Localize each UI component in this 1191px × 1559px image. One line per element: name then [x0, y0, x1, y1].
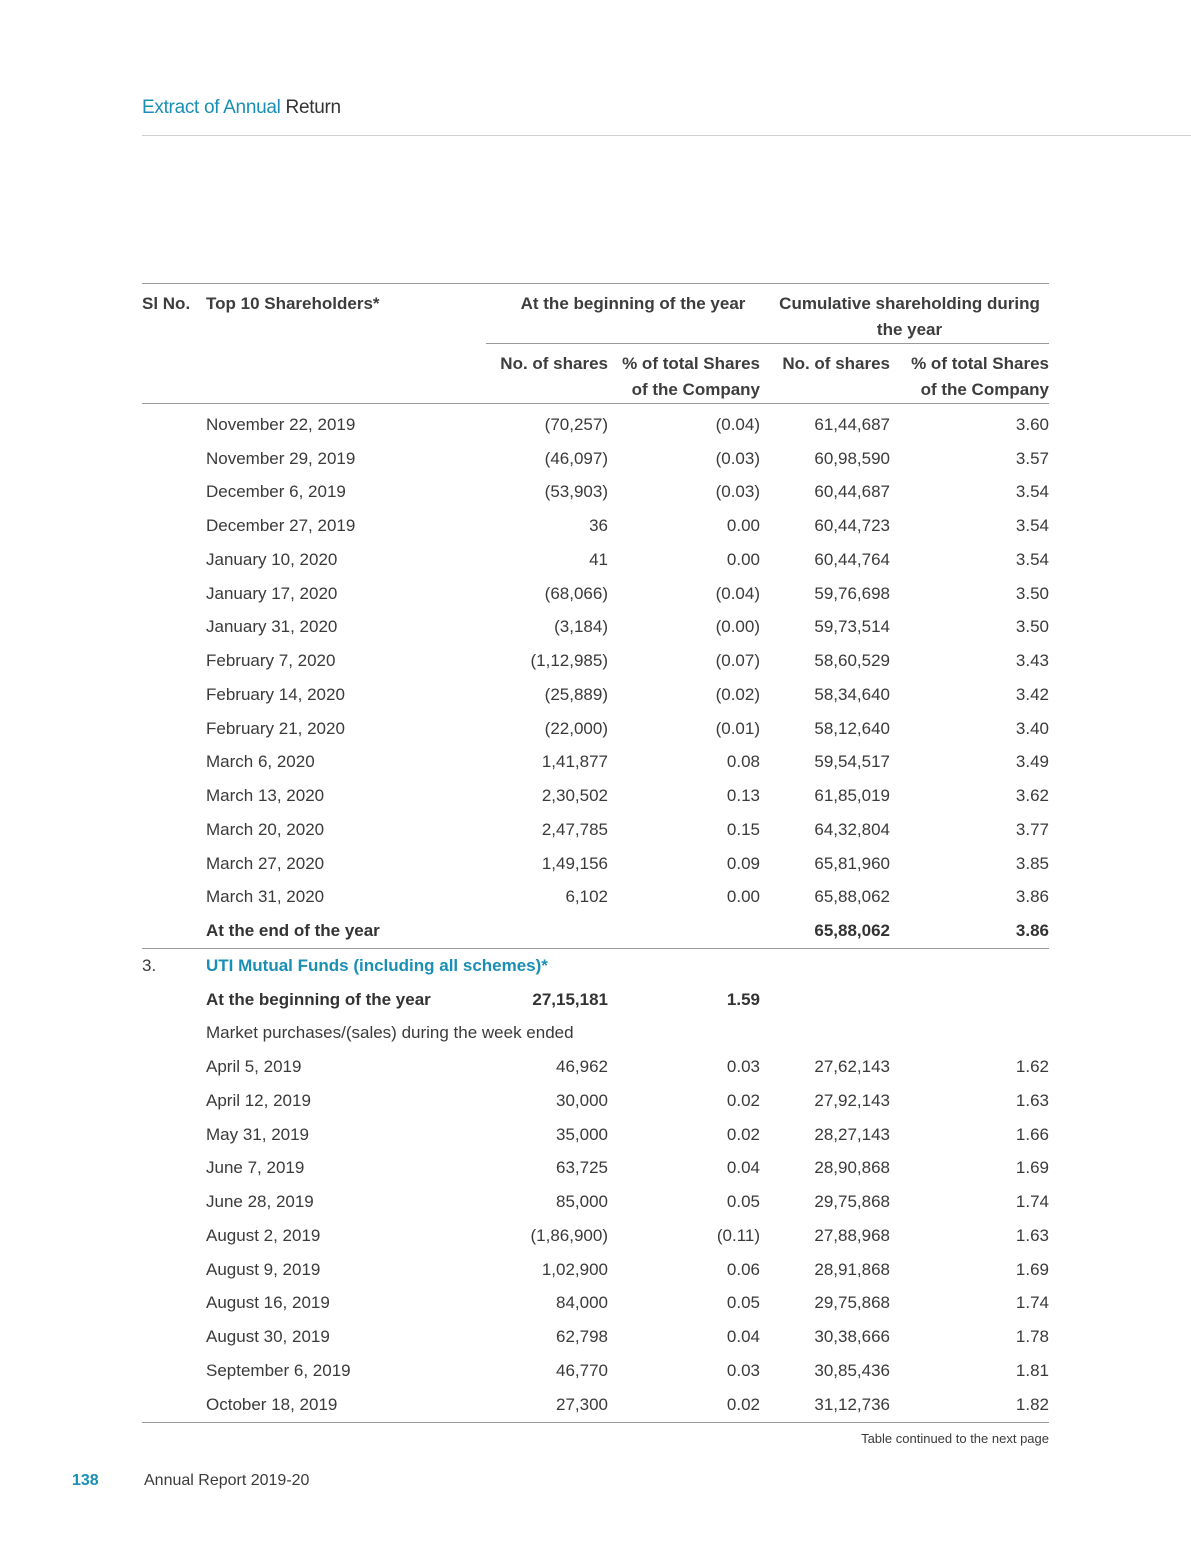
row-shares: 35,000 [556, 1124, 608, 1144]
row-shares: 2,30,502 [541, 786, 608, 806]
table-continued-note: Table continued to the next page [861, 1431, 1049, 1446]
end-of-year-shares [486, 914, 608, 948]
table-row [142, 678, 1049, 712]
row-sl [142, 644, 206, 678]
row-date: December 6, 2019 [206, 482, 346, 502]
end-of-year-cum-pct: 3.86 [890, 914, 1049, 948]
section-3-beginning-row [142, 983, 1049, 1017]
row-date: August 30, 2019 [206, 1327, 330, 1347]
row-shares: 6,102 [565, 887, 608, 907]
row-date: February 21, 2020 [206, 718, 345, 738]
row-pct: (0.11) [716, 1225, 761, 1245]
table-row [142, 577, 1049, 611]
row-date: March 13, 2020 [206, 786, 325, 806]
row-pct: (0.00) [715, 617, 761, 637]
col-beginning-pct [608, 344, 760, 404]
section-3-beginning-cum-shares [760, 983, 890, 1017]
row-cum-shares: 30,38,666 [814, 1327, 891, 1347]
row-sl [142, 779, 206, 813]
row-date: June 7, 2019 [206, 1158, 305, 1178]
row-cum-pct: 3.54 [1015, 549, 1050, 569]
row-date: April 5, 2019 [206, 1057, 302, 1077]
table-row [142, 1152, 1049, 1186]
row-cum-shares: 58,60,529 [814, 651, 891, 671]
table-row [142, 779, 1049, 813]
row-cum-shares: 27,92,143 [814, 1090, 891, 1110]
row-shares: 62,798 [556, 1327, 608, 1347]
table-row [142, 712, 1049, 746]
row-shares: 2,47,785 [541, 819, 608, 839]
section-3-beginning-pct: 1.59 [726, 989, 761, 1009]
row-cum-pct: 1.82 [890, 1388, 1049, 1422]
row-sl [142, 1287, 206, 1321]
row-date: August 2, 2019 [206, 1225, 321, 1245]
row-shares: (53,903) [544, 482, 608, 502]
col-beginning-no-shares [486, 344, 608, 404]
row-cum-pct: 3.49 [1015, 752, 1050, 772]
row-sl [142, 577, 206, 611]
row-shares: 84,000 [556, 1293, 608, 1313]
row-date: March 20, 2020 [206, 819, 325, 839]
row-cum-shares: 60,44,723 [814, 516, 891, 536]
section-3-market-row [142, 1017, 1049, 1051]
table-row [142, 813, 1049, 847]
table-row [142, 476, 1049, 510]
table-row [142, 1320, 1049, 1354]
row-shares: (25,889) [544, 684, 608, 704]
end-of-year-label: At the end of the year [206, 914, 486, 948]
row-cum-pct: 1.69 [1015, 1158, 1050, 1178]
row-pct: (0.04) [715, 414, 761, 434]
row-cum-shares: 64,32,804 [814, 819, 891, 839]
row-cum-pct: 1.74 [1015, 1192, 1050, 1212]
row-cum-shares: 29,75,868 [814, 1293, 891, 1313]
row-sl [142, 509, 206, 543]
header-divider [142, 135, 1191, 136]
table-header [142, 284, 1049, 404]
row-cum-pct: 3.40 [1015, 718, 1050, 738]
row-cum-pct: 1.63 [1015, 1225, 1050, 1245]
row-shares: 63,725 [556, 1158, 608, 1178]
row-cum-shares: 27,62,143 [814, 1057, 891, 1077]
row-pct: (0.03) [715, 448, 761, 468]
row-sl [142, 1118, 206, 1152]
col-beginning-pct-line1: % of total Shares [622, 354, 761, 373]
row-pct: 0.05 [726, 1192, 761, 1212]
row-date: May 31, 2019 [206, 1124, 310, 1144]
row-cum-pct: 3.60 [1015, 414, 1050, 434]
row-pct: 0.00 [726, 887, 761, 907]
row-pct: 0.00 [726, 516, 761, 536]
row-cum-pct: 3.54 [1015, 516, 1050, 536]
row-shares: 1,02,900 [541, 1259, 608, 1279]
row-shares: (22,000) [544, 718, 608, 738]
row-pct: 0.02 [608, 1388, 760, 1422]
table-row [142, 746, 1049, 780]
row-pct: (0.01) [715, 718, 761, 738]
row-cum-shares: 61,85,019 [814, 786, 891, 806]
row-cum-pct: 1.81 [1015, 1360, 1050, 1380]
row-cum-pct: 1.74 [1015, 1293, 1050, 1313]
row-date: February 7, 2020 [206, 651, 336, 671]
row-sl [142, 1219, 206, 1253]
row-pct: (0.02) [715, 684, 761, 704]
section-header [142, 97, 341, 119]
row-sl [142, 678, 206, 712]
end-of-year-row [142, 914, 1049, 948]
row-cum-pct: 3.50 [1015, 583, 1050, 603]
row-cum-shares: 28,27,143 [814, 1124, 891, 1144]
row-sl [142, 847, 206, 881]
table-row [142, 847, 1049, 881]
row-shares: 46,962 [556, 1057, 608, 1077]
row-pct: 0.03 [726, 1360, 761, 1380]
row-date: March 6, 2020 [206, 752, 315, 772]
row-cum-shares: 59,73,514 [814, 617, 891, 637]
row-date: August 9, 2019 [206, 1259, 321, 1279]
row-cum-shares: 59,54,517 [814, 752, 891, 772]
col-cumulative-no-shares [760, 344, 890, 404]
row-cum-shares: 28,91,868 [814, 1259, 891, 1279]
col-beginning-no-shares-label: No. of shares [500, 354, 608, 373]
table-row [142, 543, 1049, 577]
table-row [142, 1354, 1049, 1388]
row-shares: (3,184) [554, 617, 608, 637]
table-row [142, 1185, 1049, 1219]
row-pct: 0.15 [726, 819, 761, 839]
col-group-cumulative-line2: the year [876, 320, 943, 339]
table-row [142, 1253, 1049, 1287]
row-sl [142, 543, 206, 577]
shareholding-table [142, 283, 1049, 1423]
row-sl [142, 746, 206, 780]
row-date: January 10, 2020 [206, 549, 338, 569]
table-row [142, 644, 1049, 678]
row-sl [142, 1320, 206, 1354]
row-shares: 85,000 [556, 1192, 608, 1212]
row-date: October 18, 2019 [206, 1388, 486, 1422]
row-pct: 0.02 [726, 1090, 761, 1110]
row-shares: 27,300 [486, 1388, 608, 1422]
row-cum-shares: 61,44,687 [814, 414, 891, 434]
table-row [142, 1118, 1049, 1152]
row-pct: (0.04) [715, 583, 761, 603]
table-body [142, 404, 1049, 1423]
col-group-cumulative-line1: Cumulative shareholding during [779, 294, 1040, 313]
row-shares: 46,770 [556, 1360, 608, 1380]
section-3-market-sl [142, 1017, 206, 1051]
table-row [142, 881, 1049, 915]
row-shares: 36 [589, 516, 608, 536]
row-sl [142, 1084, 206, 1118]
row-pct: 0.06 [726, 1259, 761, 1279]
col-cumulative-no-shares-label: No. of shares [782, 354, 891, 373]
row-pct: 0.02 [726, 1124, 761, 1144]
col-shareholder: Top 10 Shareholders* [206, 284, 486, 404]
row-date: January 17, 2020 [206, 583, 338, 603]
row-shares: 30,000 [556, 1090, 608, 1110]
row-cum-shares: 31,12,736 [760, 1388, 890, 1422]
row-cum-pct: 3.54 [1015, 482, 1050, 502]
end-of-year-pct [608, 914, 760, 948]
row-date: January 31, 2020 [206, 617, 338, 637]
row-cum-shares: 27,88,968 [814, 1225, 891, 1245]
section-header-accent: Extract of Annual [142, 97, 281, 118]
section-3-title: UTI Mutual Funds (including all schemes)* [206, 955, 548, 975]
row-date: September 6, 2019 [206, 1360, 351, 1380]
row-date: March 31, 2020 [206, 887, 325, 907]
row-cum-pct: 3.50 [1015, 617, 1050, 637]
table-row [142, 509, 1049, 543]
footer-report-title: Annual Report 2019-20 [144, 1472, 310, 1489]
row-cum-pct: 1.62 [1015, 1057, 1050, 1077]
row-cum-shares: 29,75,868 [814, 1192, 891, 1212]
row-date: December 27, 2019 [206, 516, 356, 536]
row-shares: 1,49,156 [541, 853, 608, 873]
row-cum-shares: 60,44,687 [814, 482, 891, 502]
row-shares: (68,066) [544, 583, 608, 603]
row-sl [142, 1388, 206, 1422]
row-shares: 41 [589, 549, 608, 569]
col-cumulative-pct-line1: % of total Shares [911, 354, 1050, 373]
row-cum-pct: 1.66 [1015, 1124, 1050, 1144]
row-pct: 0.04 [726, 1158, 761, 1178]
row-cum-shares: 65,81,960 [814, 853, 891, 873]
row-date: June 28, 2019 [206, 1192, 314, 1212]
row-cum-pct: 3.62 [1015, 786, 1050, 806]
row-pct: 0.03 [726, 1057, 761, 1077]
row-pct: 0.04 [726, 1327, 761, 1347]
row-sl [142, 1050, 206, 1084]
row-date: August 16, 2019 [206, 1293, 330, 1313]
row-cum-shares: 58,34,640 [814, 684, 891, 704]
table-row [142, 1287, 1049, 1321]
table-row [142, 1219, 1049, 1253]
row-pct: (0.03) [715, 482, 761, 502]
row-pct: (0.07) [715, 651, 761, 671]
col-group-cumulative [760, 284, 1049, 344]
col-group-beginning-label: At the beginning of the year [520, 294, 746, 313]
footer-page-number: 138 [72, 1472, 99, 1489]
col-cumulative-pct [890, 344, 1049, 404]
section-3-sl: 3. [142, 955, 157, 975]
row-sl [142, 442, 206, 476]
row-cum-pct: 3.85 [1015, 853, 1050, 873]
table-row [142, 611, 1049, 645]
section-3-beginning-shares: 27,15,181 [532, 989, 608, 1009]
row-date: November 22, 2019 [206, 414, 356, 434]
table-row [142, 1388, 1049, 1422]
row-shares: (70,257) [544, 414, 608, 434]
row-sl [142, 1185, 206, 1219]
row-sl [142, 404, 206, 442]
row-sl [142, 476, 206, 510]
col-beginning-pct-line2: of the Company [631, 380, 761, 399]
col-sl-no: Sl No. [142, 284, 206, 404]
table-row [142, 442, 1049, 476]
section-3-title-row [142, 949, 1049, 983]
row-cum-pct: 3.86 [1015, 887, 1050, 907]
row-pct: 0.00 [726, 549, 761, 569]
row-pct: 0.08 [726, 752, 761, 772]
row-date: November 29, 2019 [206, 448, 356, 468]
table-row [142, 1084, 1049, 1118]
row-sl [142, 611, 206, 645]
section-3-market-label: Market purchases/(sales) during the week ended [206, 1023, 574, 1043]
row-cum-pct: 3.43 [1015, 651, 1050, 671]
row-shares: (1,86,900) [530, 1225, 608, 1245]
end-of-year-sl [142, 914, 206, 948]
row-date: March 27, 2020 [206, 853, 325, 873]
row-cum-shares: 60,98,590 [814, 448, 891, 468]
section-3-beginning-cum-pct [890, 983, 1049, 1017]
row-cum-shares: 58,12,640 [814, 718, 891, 738]
row-sl [142, 712, 206, 746]
row-sl [142, 1152, 206, 1186]
row-cum-pct: 3.77 [1015, 819, 1050, 839]
row-sl [142, 1253, 206, 1287]
row-cum-shares: 30,85,436 [814, 1360, 891, 1380]
section-header-rest: Return [285, 97, 341, 118]
end-of-year-cum-shares: 65,88,062 [760, 914, 890, 948]
row-pct: 0.09 [726, 853, 761, 873]
col-cumulative-pct-line2: of the Company [920, 380, 1050, 399]
row-cum-pct: 3.42 [1015, 684, 1050, 704]
table-row [142, 1050, 1049, 1084]
row-cum-shares: 65,88,062 [814, 887, 891, 907]
row-pct: 0.05 [726, 1293, 761, 1313]
table-row [142, 404, 1049, 442]
col-group-beginning [486, 284, 760, 344]
row-sl [142, 1354, 206, 1388]
row-cum-shares: 59,76,698 [814, 583, 891, 603]
row-pct: 0.13 [726, 786, 761, 806]
row-shares: (1,12,985) [530, 651, 608, 671]
section-3-beginning-label: At the beginning of the year [206, 989, 431, 1009]
row-cum-pct: 3.57 [1015, 448, 1050, 468]
row-sl [142, 881, 206, 915]
row-sl [142, 813, 206, 847]
row-shares: 1,41,877 [541, 752, 608, 772]
section-3-beginning-sl [142, 983, 206, 1017]
row-cum-shares: 28,90,868 [814, 1158, 891, 1178]
row-cum-pct: 1.63 [1015, 1090, 1050, 1110]
row-cum-pct: 1.78 [1015, 1327, 1050, 1347]
row-cum-shares: 60,44,764 [814, 549, 891, 569]
row-date: February 14, 2020 [206, 684, 345, 704]
row-cum-pct: 1.69 [1015, 1259, 1050, 1279]
row-date: April 12, 2019 [206, 1090, 311, 1110]
row-shares: (46,097) [544, 448, 608, 468]
